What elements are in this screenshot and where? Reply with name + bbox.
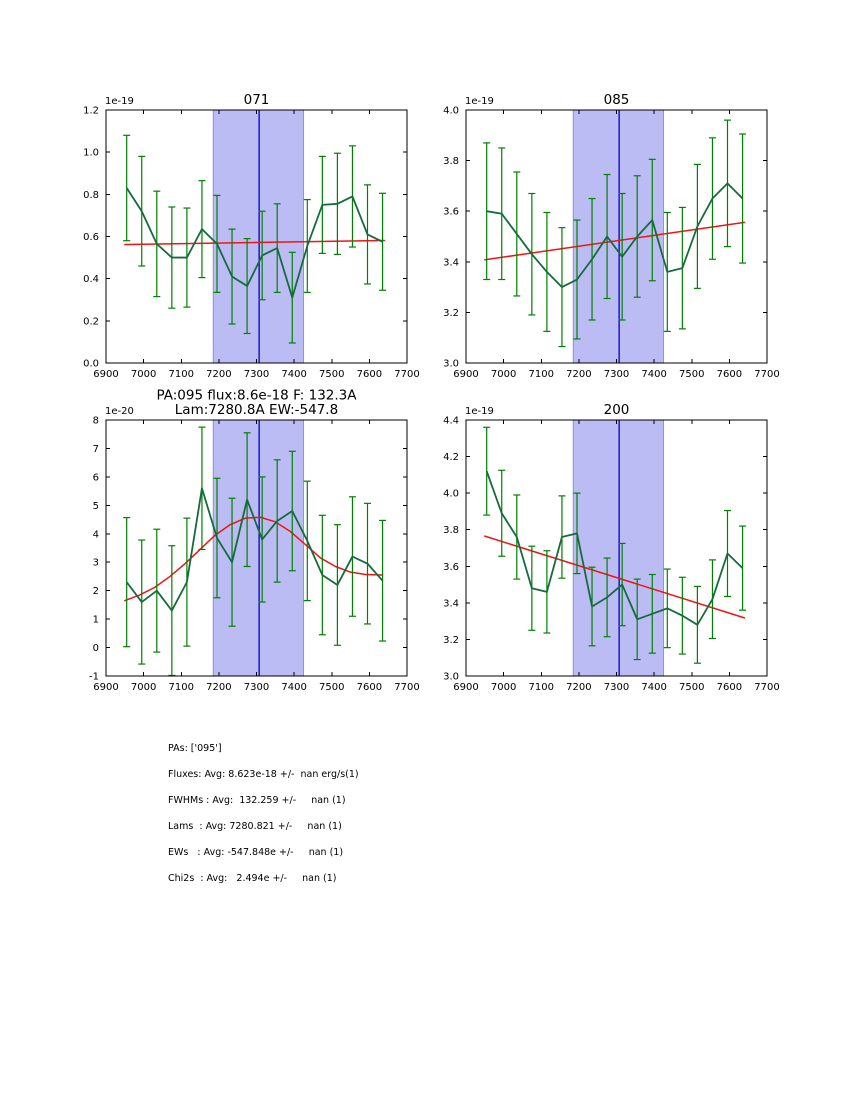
svg-text:7600: 7600: [716, 682, 743, 693]
svg-text:2: 2: [92, 586, 99, 598]
y-axis-offset-label: 1e-19: [465, 406, 494, 417]
svg-text:3: 3: [92, 557, 99, 569]
svg-text:7100: 7100: [528, 682, 554, 693]
svg-text:3.8: 3.8: [443, 525, 459, 537]
svg-text:7400: 7400: [281, 682, 307, 693]
svg-text:3.6: 3.6: [443, 561, 459, 573]
svg-text:7000: 7000: [130, 682, 157, 693]
subplot-title: 085: [603, 92, 630, 108]
svg-text:7200: 7200: [566, 682, 592, 693]
subplot-title: 200: [603, 402, 630, 418]
svg-text:7300: 7300: [243, 369, 270, 380]
fit-window-span: [213, 420, 303, 676]
svg-text:3.2: 3.2: [443, 634, 459, 646]
svg-text:5: 5: [92, 500, 99, 512]
svg-text:6: 6: [92, 472, 99, 484]
y-axis-offset-label: 1e-19: [465, 96, 494, 107]
svg-text:1: 1: [92, 614, 99, 626]
x-tick-labels: [453, 682, 779, 693]
svg-text:7400: 7400: [281, 369, 307, 380]
svg-text:3.4: 3.4: [443, 257, 459, 269]
svg-text:7500: 7500: [679, 369, 705, 380]
stats-line-pas: PAs: ['095']: [168, 743, 222, 754]
svg-text:7600: 7600: [356, 369, 383, 380]
svg-text:1.0: 1.0: [83, 147, 99, 159]
svg-text:7500: 7500: [319, 682, 345, 693]
svg-text:7700: 7700: [754, 682, 780, 693]
svg-text:4.4: 4.4: [443, 415, 459, 427]
svg-text:7400: 7400: [641, 682, 667, 693]
subplot-title: PA:095 flux:8.6e-18 F: 132.3A: [156, 387, 357, 404]
svg-text:4: 4: [92, 529, 99, 541]
x-tick-labels: [453, 369, 779, 380]
svg-text:7200: 7200: [206, 682, 232, 693]
svg-text:7300: 7300: [243, 682, 270, 693]
svg-text:4.0: 4.0: [443, 105, 459, 117]
svg-text:7000: 7000: [490, 369, 517, 380]
svg-text:7700: 7700: [754, 369, 780, 380]
stats-line-ews: EWs : Avg: -547.848e +/- nan (1): [168, 847, 344, 858]
y-tick-labels: [89, 416, 99, 683]
svg-text:3.0: 3.0: [443, 671, 459, 683]
svg-text:3.8: 3.8: [443, 156, 459, 168]
stats-line-fwhms: FWHMs : Avg: 132.259 +/- nan (1): [168, 795, 346, 806]
svg-text:3.6: 3.6: [443, 206, 459, 218]
stats-line-lams: Lams : Avg: 7280.821 +/- nan (1): [168, 821, 342, 832]
svg-text:7700: 7700: [394, 682, 420, 693]
svg-text:7300: 7300: [603, 682, 630, 693]
svg-text:-1: -1: [89, 671, 99, 683]
svg-text:7100: 7100: [168, 682, 194, 693]
svg-text:3.0: 3.0: [443, 358, 459, 370]
svg-text:0.8: 0.8: [83, 189, 99, 201]
svg-text:1.2: 1.2: [83, 105, 99, 117]
svg-text:7500: 7500: [319, 369, 345, 380]
svg-text:7: 7: [92, 443, 99, 455]
svg-text:0.6: 0.6: [83, 232, 99, 243]
y-axis-offset-label: 1e-20: [105, 406, 134, 417]
svg-text:7400: 7400: [641, 369, 667, 380]
svg-text:6900: 6900: [93, 369, 119, 380]
svg-text:7200: 7200: [566, 369, 592, 380]
svg-text:0: 0: [92, 643, 99, 655]
subplot-071: [83, 92, 420, 380]
svg-text:7700: 7700: [394, 369, 420, 380]
y-tick-labels: [83, 106, 99, 370]
y-tick-labels: [443, 106, 459, 370]
svg-text:7200: 7200: [206, 369, 232, 380]
svg-text:0.0: 0.0: [83, 358, 99, 370]
y-axis-offset-label: 1e-19: [105, 96, 134, 107]
stats-line-fluxes: Fluxes: Avg: 8.623e-18 +/- nan erg/s(1): [168, 769, 359, 780]
x-tick-labels: [93, 369, 419, 380]
subplot-200: [443, 402, 780, 693]
stats-line-chi2s: Chi2s : Avg: 2.494e +/- nan (1): [168, 873, 337, 884]
svg-text:7300: 7300: [603, 369, 630, 380]
svg-text:7600: 7600: [356, 682, 383, 693]
svg-text:7600: 7600: [716, 369, 743, 380]
svg-text:7100: 7100: [528, 369, 554, 380]
svg-text:3.2: 3.2: [443, 307, 459, 319]
subplot-085: [443, 92, 780, 380]
fit-window-span: [213, 110, 303, 363]
svg-text:6900: 6900: [93, 682, 119, 693]
y-tick-labels: [443, 416, 459, 683]
subplot-title: Lam:7280.8A EW:-547.8: [174, 402, 339, 418]
stats-block: [168, 736, 359, 892]
svg-text:3.4: 3.4: [443, 598, 459, 610]
svg-text:8: 8: [92, 415, 99, 427]
svg-text:7000: 7000: [130, 369, 157, 380]
subplot-pa095-fit: [89, 388, 420, 694]
x-tick-labels: [93, 682, 419, 693]
svg-text:0.4: 0.4: [83, 274, 99, 286]
svg-text:4.0: 4.0: [443, 488, 459, 500]
svg-text:6900: 6900: [453, 682, 479, 693]
svg-text:7100: 7100: [168, 369, 194, 380]
svg-text:7000: 7000: [490, 682, 517, 693]
fit-window-span: [573, 420, 663, 676]
svg-text:0.2: 0.2: [83, 316, 99, 328]
svg-text:6900: 6900: [453, 369, 479, 380]
svg-text:4.2: 4.2: [443, 452, 459, 464]
subplot-title: 071: [243, 92, 270, 108]
svg-text:7500: 7500: [679, 682, 705, 693]
